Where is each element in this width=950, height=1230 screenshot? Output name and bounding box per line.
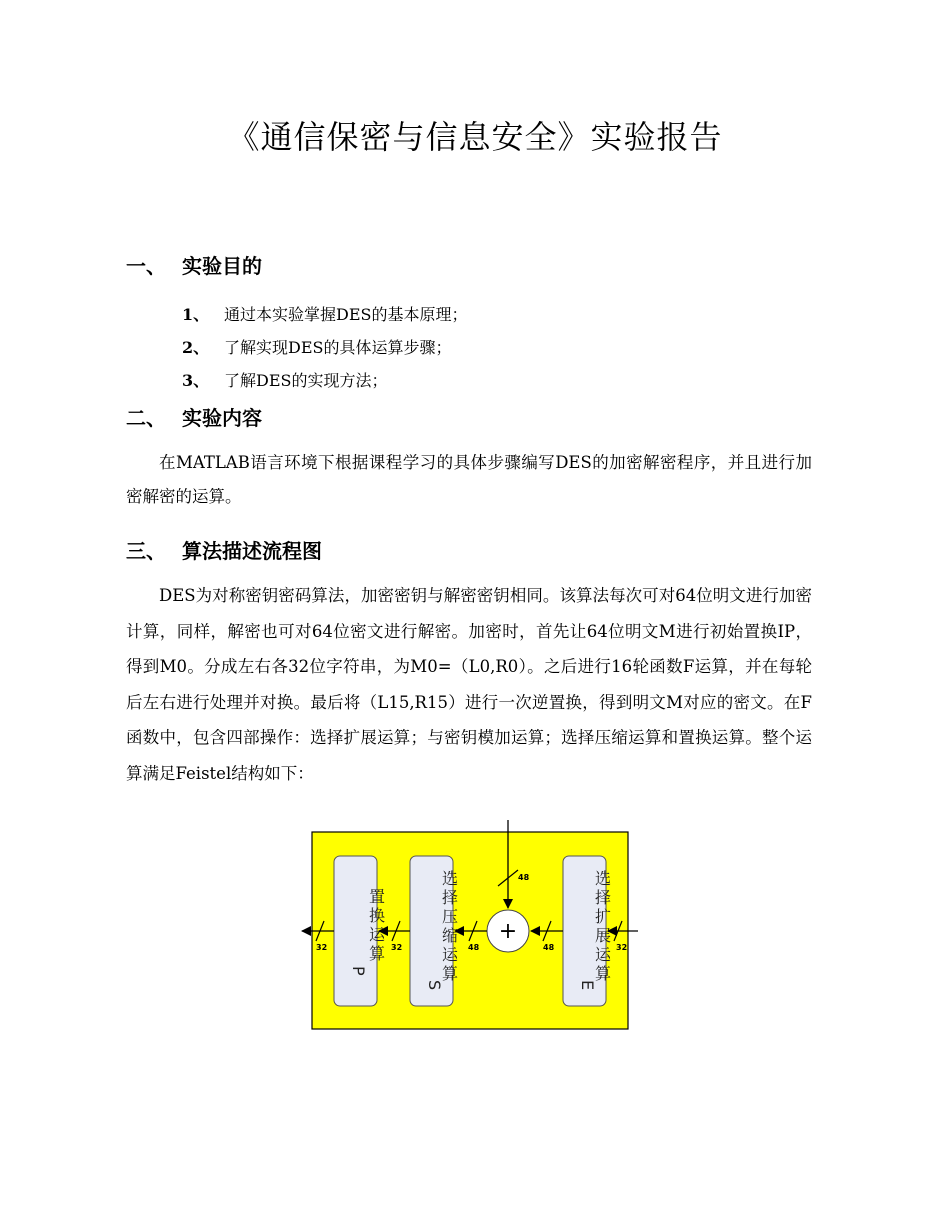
box-e-char: 择 — [595, 888, 612, 907]
box-e-char: 运 — [595, 945, 612, 964]
goal-number: 1、 — [182, 305, 210, 324]
bit-label-e-in: 32 — [616, 943, 628, 952]
section-number: 三、 — [126, 539, 166, 563]
goal-number: 3、 — [182, 371, 210, 390]
goal-item-2 — [182, 335, 451, 358]
section-heading-3 — [126, 535, 322, 564]
box-e-char: 扩 — [595, 907, 612, 926]
box-e-char: 算 — [595, 964, 612, 983]
section-title: 实验内容 — [182, 406, 262, 430]
goal-item-1 — [182, 302, 467, 325]
box-p-letter: P — [349, 966, 368, 976]
bit-label-out: 32 — [316, 943, 328, 952]
section-number: 二、 — [126, 406, 166, 430]
box-p-char: 运 — [369, 925, 386, 944]
box-e-letter: E — [578, 980, 597, 991]
section-heading-1 — [126, 250, 262, 279]
box-s-char: 压 — [442, 907, 459, 926]
box-s-char: 运 — [442, 945, 459, 964]
goal-text: 通过本实验掌握DES的基本原理； — [224, 305, 468, 324]
bit-label-p-in: 32 — [391, 943, 403, 952]
box-s-char: 选 — [442, 869, 459, 888]
section-title: 实验目的 — [182, 254, 262, 278]
box-s-char: 择 — [442, 888, 459, 907]
box-e-char: 选 — [595, 869, 612, 888]
xor-symbol: + — [498, 919, 518, 944]
box-e-char: 展 — [595, 926, 612, 945]
goal-text: 了解DES的实现方法； — [224, 371, 388, 390]
goal-item-3 — [182, 368, 387, 391]
feistel-diagram — [296, 818, 646, 1033]
box-s-char: 算 — [442, 964, 459, 983]
goal-text: 了解实现DES的具体运算步骤； — [224, 338, 452, 357]
content-paragraph: 在MATLAB语言环境下根据课程学习的具体步骤编写DES的加密解密程序，并且进行加密解密的运算。 — [126, 453, 812, 506]
section-number: 一、 — [126, 254, 166, 278]
document-title: 《通信保密与信息安全》实验报告 — [227, 118, 723, 156]
section-title: 算法描述流程图 — [182, 539, 322, 563]
section-heading-2 — [126, 402, 262, 431]
bit-label-key: 48 — [518, 873, 530, 882]
box-p-char: 算 — [369, 944, 386, 963]
box-p-char: 置 — [369, 887, 386, 906]
algorithm-paragraph: DES为对称密钥密码算法，加密密钥与解密密钥相同。该算法每次可对64位明文进行加密计算，同样，解密也可对64位密文进行解密。加密时，首先让64位明文M进行初始置换IP，得到M0。分成左右各32位字符串，为M0=（L0,R0）。之后进行16轮函数F运算，并在每轮后左右进行处理并对换。最后将（L15,R15）进行一次逆置换，得到明文M对应的密文。在F函数中，包含四部操作：选择扩展运算；与密钥模加运算；选择压缩运算和置换运算。整个运算满足Feistel结构如下： — [126, 586, 812, 783]
box-s-letter: S — [425, 980, 444, 991]
goal-number: 2、 — [182, 338, 210, 357]
bit-label-s-in: 48 — [468, 943, 480, 952]
bit-label-xor-in: 48 — [543, 943, 555, 952]
box-s-char: 缩 — [442, 926, 459, 945]
box-p-char: 换 — [369, 906, 386, 925]
